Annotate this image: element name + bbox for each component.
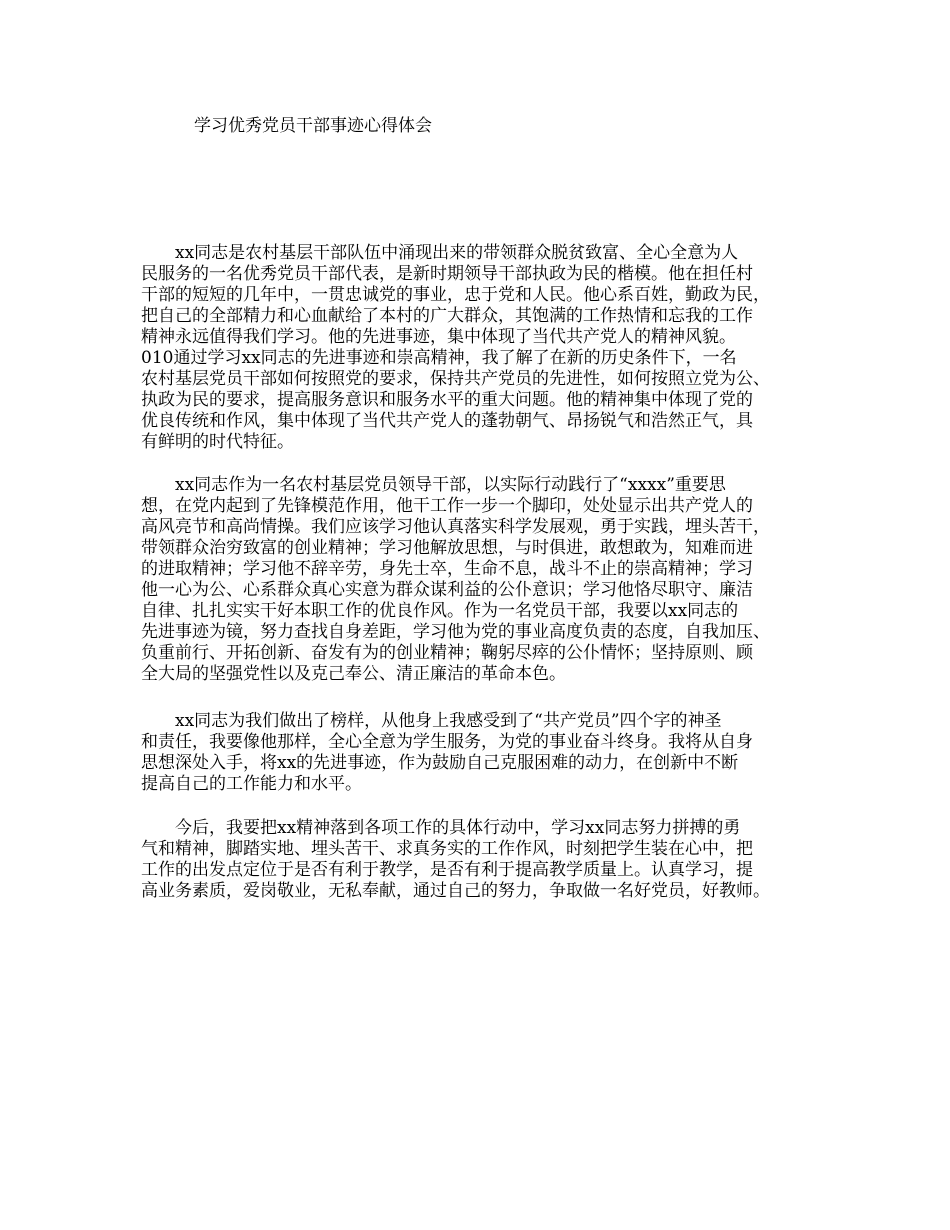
paragraph-line: 想，在党内起到了先锋模范作用，他干工作一步一个脚印，处处显示出共产党人的 [141, 496, 753, 516]
paragraph-3 [141, 711, 841, 795]
paragraph-line: 今后，我要把xx精神落到各项工作的具体行动中，学习xx同志努力拼搏的勇 [141, 818, 741, 838]
paragraph-line: 气和精神，脚踏实地、埋头苦干、求真务实的工作作风，时刻把学生装在心中，把 [141, 839, 753, 859]
paragraph-line: 精神永远值得我们学习。他的先进事迹，集中体现了当代共产党人的精神风貌。 [141, 327, 736, 347]
paragraph-line: 的进取精神；学习他不辞辛劳，身先士卒，生命不息，战斗不止的崇高精神；学习 [141, 559, 753, 579]
paragraph-line: 执政为民的要求，提高服务意识和服务水平的重大问题。他的精神集中体现了党的 [141, 390, 753, 410]
paragraph-line: 先进事迹为镜，努力查找自身差距，学习他为党的事业高度负责的态度，自我加压、 [141, 622, 770, 642]
document-title: 学习优秀党员干部事迹心得体会 [194, 116, 432, 136]
paragraph-2 [141, 475, 841, 685]
paragraph-line: 负重前行、开拓创新、奋发有为的创业精神；鞠躬尽瘁的公仆情怀；坚持原则、顾 [141, 643, 753, 663]
paragraph-line: 全大局的坚强党性以及克己奉公、清正廉洁的革命本色。 [141, 664, 566, 684]
paragraph-line: xx同志作为一名农村基层党员领导干部，以实际行动践行了“xxxx”重要思 [141, 475, 726, 495]
paragraph-line: 农村基层党员干部如何按照党的要求，保持共产党员的先进性，如何按照立党为公、 [141, 369, 770, 389]
paragraph-line: 提高自己的工作能力和水平。 [141, 774, 362, 794]
paragraph-line: 自律、扎扎实实干好本职工作的优良作风。作为一名党员干部，我要以xx同志的 [141, 601, 739, 621]
paragraph-line: 工作的出发点定位于是否有利于教学，是否有利于提高教学质量上。认真学习，提 [141, 860, 753, 880]
paragraph-line: 高业务素质，爱岗敬业，无私奉献，通过自己的努力，争取做一名好党员，好教师。 [141, 881, 770, 901]
paragraph-1 [141, 243, 841, 453]
paragraph-line: 他一心为公、心系群众真心实意为群众谋利益的公仆意识；学习他恪尽职守、廉洁 [141, 580, 753, 600]
paragraph-line: 有鲜明的时代特征。 [141, 432, 294, 452]
paragraph-line: 高风亮节和高尚情操。我们应该学习他认真落实科学发展观，勇于实践，埋头苦干， [141, 517, 770, 537]
paragraph-line: 干部的短短的几年中，一贯忠诚党的事业，忠于党和人民。他心系百姓，勤政为民， [141, 285, 770, 305]
paragraph-line: 优良传统和作风，集中体现了当代共产党人的蓬勃朝气、昂扬锐气和浩然正气，具 [141, 411, 753, 431]
paragraph-line: 010通过学习xx同志的先进事迹和崇高精神，我了解了在新的历史条件下，一名 [141, 348, 737, 368]
paragraph-line: 思想深处入手，将xx的先进事迹，作为鼓励自己克服困难的动力，在创新中不断 [141, 753, 739, 773]
paragraph-line: 和责任，我要像他那样，全心全意为学生服务，为党的事业奋斗终身。我将从自身 [141, 732, 753, 752]
paragraph-4 [141, 818, 841, 902]
paragraph-line: xx同志是农村基层干部队伍中涌现出来的带领群众脱贫致富、全心全意为人 [141, 243, 739, 263]
paragraph-line: xx同志为我们做出了榜样，从他身上我感受到了“共产党员”四个字的神圣 [141, 711, 722, 731]
paragraph-line: 民服务的一名优秀党员干部代表，是新时期领导干部执政为民的楷模。他在担任村 [141, 264, 753, 284]
paragraph-line: 把自己的全部精力和心血献给了本村的广大群众，其饱满的工作热情和忘我的工作 [141, 306, 753, 326]
paragraph-line: 带领群众治穷致富的创业精神；学习他解放思想，与时俱进，敢想敢为，知难而进 [141, 538, 753, 558]
